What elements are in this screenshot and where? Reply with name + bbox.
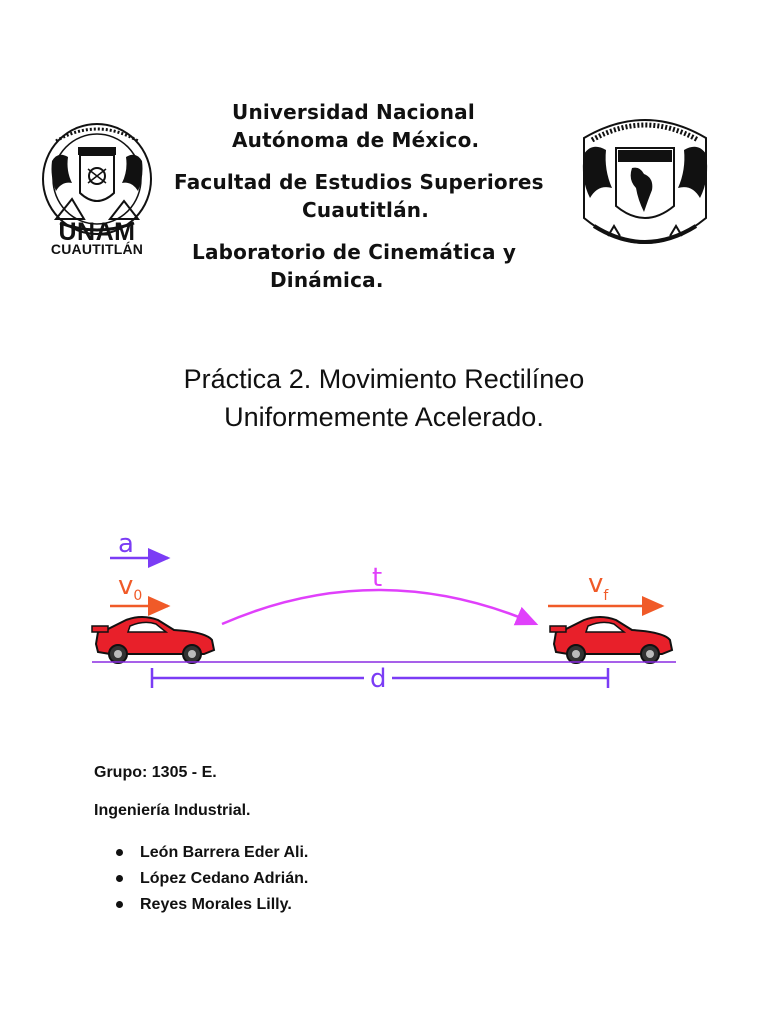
bullet-icon — [116, 849, 123, 856]
time-label: t — [372, 563, 383, 593]
member-name: Reyes Morales Lilly. — [140, 896, 292, 913]
final-velocity-subscript: f — [603, 588, 609, 604]
unam-wordmark: UNAM — [58, 218, 136, 246]
member-name: López Cedano Adrián. — [140, 870, 309, 887]
distance-label: d — [370, 664, 387, 694]
list-item — [116, 866, 308, 892]
list-item — [116, 840, 308, 866]
lab-name-line2: Dinámica. — [270, 268, 384, 292]
car-end-icon — [550, 617, 672, 663]
acceleration-label: a — [118, 529, 134, 559]
member-name: León Barrera Eder Ali. — [140, 844, 309, 861]
final-velocity-label: $v_f$ — [588, 569, 609, 604]
bullet-icon — [116, 901, 123, 908]
university-name-line2: Autónoma de México. — [232, 128, 480, 152]
car-start-icon — [92, 617, 214, 663]
unam-seal — [574, 108, 716, 266]
time-arc — [222, 590, 536, 624]
member-list — [116, 840, 308, 918]
practice-title-line2: Uniformemente Acelerado. — [224, 402, 544, 432]
lab-name-line1: Laboratorio de Cinemática y — [192, 240, 517, 264]
cuautitlan-subtitle: CUAUTITLÁN — [50, 241, 144, 257]
list-item — [116, 892, 308, 918]
faculty-name-line1: Facultad de Estudios Superiores — [174, 170, 544, 194]
university-name-line1: Universidad Nacional — [232, 100, 475, 124]
uniform-acceleration-diagram — [88, 520, 688, 700]
practice-title-line1: Práctica 2. Movimiento Rectilíneo — [183, 364, 585, 394]
initial-velocity-label: $v_0$ — [118, 571, 143, 604]
career-label: Ingeniería Industrial. — [94, 802, 251, 819]
initial-velocity-subscript: 0 — [133, 588, 143, 604]
bullet-icon — [116, 875, 123, 882]
faculty-name-line2: Cuautitlán. — [302, 198, 430, 222]
group-label: Grupo: 1305 - E. — [94, 764, 217, 781]
